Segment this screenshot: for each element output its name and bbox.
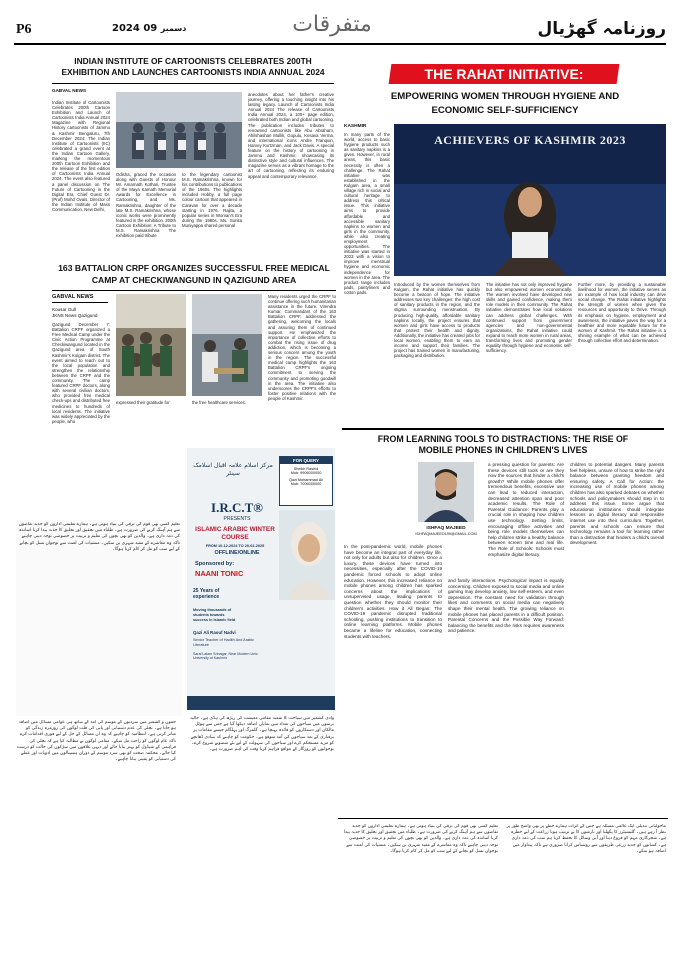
crpf-reporter-org: JKNS News Qazigund	[52, 313, 98, 318]
ad-brand: I.R.C.T®	[211, 500, 263, 515]
urdu-col-right-1: تعلیم کسی بھی قوم کی ترقی کی بنیاد ہوتی ہے۔ ہمارے تعلیمی اداروں کو جدید تقاضوں سے ہم آہنگ کرنے کی ضرورت ہے۔ طلباء میں تحقیق اور تخلیق کا جذبہ پیدا کرنا اساتذہ کی ذمہ داری ہے۔ والدین کو بھی بچوں کی تعلیم و تربیت پر خصوصی توجہ دینی چاہیے تاکہ وہ معاشرے کے مفید شہری بن سکیں۔ منشیات کی لعنت سے نوجوان نسل کو بچانے کے لیے سب کو مل کر کام کرنا ہوگا۔	[343, 824, 498, 854]
ad-contact-line-4: Mob: 7006000000	[290, 482, 322, 486]
author-photo	[418, 462, 474, 522]
rahat-subtitle: EMPOWERING WOMEN THROUGH HYGIENE AND ECONOMIC SELF-SUFFICIENCY	[390, 91, 620, 116]
author-email: ISHFAQMAJEED199@GMAIL.COM	[415, 532, 477, 536]
ad-address: Sarai Lalam Srinagar, Near Modern Univ. University of Kashmir	[193, 652, 259, 661]
mobile-col-4: children to potential dangers. Many parents feel helpless, unsure of how to strike the right balance between granting freedom and ensuring safety. A Call for Action: the increasing use of mobile phones among children has also sparked debates on whether schools and policymakers should step in to address this issue. Some argue that educational institutions should integrate lessons on digital literacy and responsible internet use into their curriculum. Together, parents and schools can ensure that technology remains a tool for learning rather than a distraction that hinders a child's overall development.	[570, 462, 664, 546]
date-year: 2024	[112, 23, 140, 34]
ad-teacher: Qazi Ali Raouf Nadvi	[193, 630, 236, 635]
rahat-col-4: Further more, by providing a sustainable livelihood for women, the initiative serves as an example of how local industry can drive social change. The Rahat initiative highlights the strength of women when given the resources and opportunity to thrive. Through its emphasis on hygiene, employment and awareness, the initiative paves the way for a healthier and more equitable future for the women of Kashmir. The Rahat initiative is a shining example of what can be achieved through collective effort and determination.	[578, 282, 666, 344]
cartoon-col-4: anecdotes about her father's creative journey, offering a touching insight into his lasting legacy. Launch of Cartoonists India Annual 2024 The release of Cartoonists India Annual 2024, a 100+ page edition, celebrated both Indian and global cartooning. The publication includes tributes to renowned cartoonists like Abu Abraham, Ahilshashan Mullik, Gopulu, Kesava Verma, and international icons Andre Franquin, Harvey Kurtzman, and Jack Davis. A special feature on the history of cartooning in Jammu and Kashmir, showcasing its distinctive style and cultural influences. The magazine serves as a vibrant homage to the art of cartooning, reflecting its enduring appeal and contemporary relevance.	[248, 92, 334, 179]
crpf-crowd-illustration	[116, 294, 186, 396]
author-name: ISHFAQ MAJEED	[426, 526, 466, 531]
cartoon-col-2: Odisha, graced the occasion along with Guests of Honour Mr. Amarnath Kothari, Trustee of the Maya Kamath Memorial Awards for Excellence in Cartooning, and Ms. Ramakrishna, daughter of the late M.S. Ramakrishna, whose iconic works were prominently featured in the exhibition. 200th Cartoon Exhibition: A Tribute to M.S. Ramakrishna The exhibition paid tribute	[116, 172, 176, 239]
ad-winter-title: ISLAMIC ARABIC WINTER COURSE	[195, 526, 275, 541]
date-day: 09	[143, 23, 158, 34]
crpf-col-4: Many residents urged the CRPF to continue offering such humanitarian assistance in the future. Virendra Kumar, Commandant of the 163 Battalion CRPF, addressed the gathering, welcoming the locals and assuring them of continued support. He emphasized the importance of collective efforts to combat the rising issue of drug addiction, which is becoming a serious concern among the youth in the region. The successful medical camp highlights the 163 Battalion CRPF's ongoing commitment to serving the community and promoting goodwill in the area. The initiative also underscores the CRPF's efforts to foster positive relations with the people of Kashmir.	[268, 294, 336, 401]
ad-contact-line-1: Sheikh Rashid	[293, 467, 319, 471]
cartoon-byline: GABVAL NEWS	[52, 88, 87, 93]
ad-contact-line-2: Mob: 9906000000	[290, 471, 322, 475]
ad-mode: OFFLINE/ONLINE	[214, 550, 260, 556]
ad-portrait	[279, 510, 335, 600]
islamic-course-ad	[187, 448, 335, 710]
ad-contact-title: FOR QUERY	[280, 457, 332, 464]
crpf-byline-rule	[52, 302, 108, 303]
crpf-byline: GABVAL NEWS	[52, 294, 94, 300]
ad-urdu-line: مرکز اسلام علامہ اقبال اسلامک سینٹر	[193, 462, 273, 477]
rahat-photo-caption: ACHIEVERS OF KASHMIR 2023	[434, 133, 626, 147]
mobile-top-rule	[342, 428, 664, 430]
author-portrait-illustration	[418, 462, 474, 522]
ad-sponsor-label: Sponsored by:	[195, 561, 235, 567]
cartoon-article	[48, 52, 338, 252]
cartoon-col-3: to the legendary cartoonist M.S. Ramakrishna, known for his contributions to publications of the 1960s. The highlights included Hobby, a full page colour cartoon that appeared in Caravan for over a decade starting in 1976. Rajita, a popular series in Woman's Era during the 1980s. Ms. Sunita Muniyappa shared personal	[182, 172, 242, 228]
ad-years-badge: 25 Years of experience	[193, 588, 220, 600]
rahat-col-1: In many parts of the world, access to basic hygiene products such as sanitary napkins is a given. However, in rural areas, this basic necessity is often a challenge. The Rahat initiative was established in the Kulgam area, a small village rich in social and cultural heritage to address this critical issue. This initiative aims to provide affordable and accessible sanitary napkins to women and girls in the community, while also creating employment opportunities. The initiative was started in 2023 with a vision to improve menstrual hygiene and economic independence for women in the area. The product range includes pads, pantyliners and cotton pads.	[344, 132, 390, 295]
crpf-headline-rule	[52, 290, 336, 291]
ad-teacher-role: Senior Teacher of Hadith And Arabic Literature	[193, 638, 254, 647]
ad-contact-line-3: Qazi Mohammad Ali	[289, 478, 323, 482]
ad-contact-box	[279, 456, 333, 506]
crpf-checkup-illustration	[192, 294, 262, 396]
cartoon-col-1: Indian Institute of Cartoonists Celebrates 200th Cartoon Exhibition and Launch of Cartoonists India Annual 2024 Magazine with Regional History cartoonists of Jammu & Kashmir Bengaluru, 7th December 2024: The Indian Institute of Cartoonists (IIC) celebrated a grand event at the Indian Cartoon Gallery, marking the momentous 200th Cartoon Exhibition and the release of the first edition of Cartoonists India Annual 2024. The event also featured a panel discussion on The Future of Cartooning in the Digital Era. Chief Guest Dr. (Prof) Mohd Ovais, Director of the Indian Institute of Mass Communication, New Delhi,	[52, 100, 110, 212]
mobile-article	[338, 428, 668, 818]
rahat-title: THE RAHAT INITIATIVE:	[424, 66, 584, 82]
rahat-col-3: The initiative has not only improved hygiene but also empowered women economically. The women involved have developed new skills and gained confidence, making them role models in their community. The Rahat initiative demonstrates how local solutions can address global challenges. With continued support from government agencies and non-governmental organizations, the Rahat initiative could expand to reach more women in rural areas, transforming lives and promoting gender equality through hygiene and economic self-sufficiency.	[486, 282, 572, 354]
rahat-byline: KASHMIR	[344, 124, 367, 129]
paper-name: روزنامہ گھڑیال	[537, 19, 666, 39]
urdu-col-left: جموں و کشمیر میں سردیوں کے موسم کی آمد کے ساتھ ہی عوامی مسائل میں اضافہ ہو جاتا ہے۔ بجلی کی عدم دستیابی اور پانی کی قلت لوگوں کی روزمرہ زندگی کو متاثر کرتی ہے۔ انتظامیہ کو چاہیے کہ وہ ان مسائل کے حل کے لیے فوری اقدامات کرے تاکہ عام لوگوں کو راحت مل سکے۔ مقامی لوگوں نے مطالبہ کیا ہے کہ بجلی کی فراہمی کے شیڈول کو بہتر بنایا جائے اور دیہی علاقوں میں سڑکوں کی حالت کو درست کیا جائے۔ محکمہ صحت کو بھی سرد موسم کے دوران ہسپتالوں میں ادویات اور عملے کی دستیابی کو یقینی بنانا چاہیے۔	[16, 720, 176, 763]
mobile-headline: FROM LEARNING TOOLS TO DISTRACTIONS: THE RISE OF MOBILE PHONES IN CHILDREN'S LIVES	[377, 434, 629, 455]
date-month: دسمبر	[160, 24, 187, 33]
urdu-col-mid: وادی کشمیر میں سیاحت کا شعبہ مقامی معیشت کی ریڑھ کی ہڈی ہے۔ حالیہ برسوں میں سیاحوں کی تعداد میں نمایاں اضافہ دیکھا گیا ہے جس سے ہوٹل مالکان اور دستکاروں کو فائدہ پہنچا ہے۔ گلمرگ اور پہلگام جیسے مقامات پر برفباری کے بعد سیاحوں کی آمد متوقع ہے۔ حکومت کو چاہیے کہ بنیادی ڈھانچے کو مزید مستحکم کرے اور سیاحوں کی سہولت کے لیے نئے منصوبے شروع کرے۔ نوجوانوں کو روزگار کے مواقع فراہم کرنا وقت کی اہم ضرورت ہے۔	[189, 716, 334, 753]
urdu-col-right-2: ماحولیاتی تبدیلی ایک عالمی مسئلہ ہے جس کے اثرات ہمارے خطے پر بھی واضح طور پر نظر آ رہے ہیں۔ گلیشیئرز کا پگھلنا اور بارشوں کا بے ترتیب ہونا زراعت کے لیے خطرہ ہے۔ شجرکاری مہم کو فروغ دینا اور آبی وسائل کا تحفظ کرنا ہم سب کی ذمہ داری ہے۔ کسانوں کو جدید زرعی طریقوں سے روشناس کرانا ضروری ہے تاکہ پیداوار میں اضافہ ہو سکے۔	[506, 824, 666, 854]
crpf-camp-photo-1	[116, 294, 186, 396]
ad-dates: FROM 10-12-2024 TO 20-02-2025	[205, 544, 265, 548]
cartoon-headline-rule	[52, 83, 334, 84]
cartoon-event-photo	[116, 92, 242, 168]
page-number: P6	[16, 22, 32, 37]
crpf-headline: 163 BATTALION CRPF ORGANIZES SUCCESSFUL FREE MEDICAL CAMP AT CHECKIWANGUND IN QAZIGUND AREA	[58, 263, 330, 285]
cartoon-group-illustration	[116, 92, 242, 168]
section-title: متفرقات	[292, 12, 372, 37]
mobile-col-2: a pressing question for parents: Are these devices still tools or are they now the sources that hinder a child's growth? While mobile phones offer tremendous benefits, excessive use can lead to reduced interaction, decreased attention span and poor academic results. The Role of Parental Guidance: Parents play a crucial role in shaping how children use technology. Setting limits, encouraging offline activities and being role models themselves can help children strike a healthy balance between screen time and real life. The Role of Schools: Schools must emphasize digital literacy.	[488, 462, 564, 557]
masthead-rule	[14, 43, 666, 45]
ad-portrait-illustration	[279, 510, 335, 600]
mobile-col-3: and family interactions. Psychological impact is equally concerning. Children exposed to social media and online gaming may develop anxiety, low self-esteem, and even depression. The constant need for validation through likes and comments on social media can negatively shape their mental health. The growing reliance on mobile phones has placed parents in a difficult position. Parental Concerns and the Possible Way Forward: balancing the benefits and the risks requires awareness and patience.	[448, 578, 564, 634]
crpf-reporter-name: Kousar Gull	[52, 307, 77, 312]
cartoon-headline: INDIAN INSTITUTE OF CARTOONISTS CELEBRATES 200TH EXHIBITION AND LAUNCHES CARTOONISTS INDIA ANNUAL 2024	[61, 56, 325, 77]
rahat-article	[342, 52, 668, 422]
crpf-col-1: Qazigund December 7: Battalion CRPF organized a Free Medical Camp under the Civic Action Programme at Checkiwangund located in the Qazigund area of South Kashmir's Kulgam district. The event aimed to reach out to the local population and strengthen the relationship between the CRPF and the community. The camp featured CRPF doctors, along with several civilian doctors, who provided free medical check-ups and distributed free medicines to hundreds of local residents. The initiative was widely appreciated by the people, who	[52, 322, 110, 424]
crpf-col-2: expressed their gratitude for	[116, 400, 170, 405]
rahat-col-2: Introduced by the women themselves from Kulgam, the Rahat initiative has quickly become a beacon of hope. The initiative addresses two key challenges: the high cost of sanitary products in the region, and the stigma surrounding menstruation. By producing high-quality, affordable sanitary napkins locally, the project ensures that women and girls have access to products that protect their health and dignity. Additionally, the initiative has created jobs for local women, enabling them to earn an income and support their families. The project has trained women in manufacturing, packaging and distribution.	[394, 282, 480, 359]
mobile-col-1: In the post-pandemic world, mobile phones have become an integral part of everyday life, not only for adults but also for children. Once a luxury, these devices have turned into necessities, especially after the COVID-19 pandemic forced schools to adopt online education. However, this increased reliance on mobile phones among children has sparked concerns about the implications of unsupervised usage, leading parents to question whether they should monitor their children's activities. How it All Began: The COVID-19 pandemic disrupted traditional schooling, pushing institutions to transition to online learning platforms. Mobile phones became a lifeline for education, connecting students with teachers.	[344, 544, 442, 639]
masthead	[0, 0, 680, 48]
crpf-camp-photo-2	[192, 294, 262, 396]
date-line	[112, 23, 186, 34]
ad-footer-bar	[187, 696, 335, 710]
urdu-col-strip: تعلیم کسی بھی قوم کی ترقی کی بنیاد ہوتی ہے۔ ہمارے تعلیمی اداروں کو جدید تقاضوں سے ہم آہنگ کرنے کی ضرورت ہے۔ طلباء میں تحقیق اور تخلیق کا جذبہ پیدا کرنا اساتذہ کی ذمہ داری ہے۔ والدین کو بھی بچوں کی تعلیم و تربیت پر خصوصی توجہ دینی چاہیے تاکہ وہ معاشرے کے مفید شہری بن سکیں۔ منشیات کی لعنت سے نوجوان نسل کو بچانے کے لیے سب کو مل کر کام کرنا ہوگا۔	[18, 522, 180, 552]
ad-brand-sub: PRESENTS	[223, 516, 251, 522]
ad-sponsor-name: NAANI TONIC	[195, 569, 244, 578]
ad-tagline: Moving thousands of students towards success in Islamic field	[193, 608, 236, 622]
urdu-top-rule	[338, 818, 668, 819]
crpf-col-3: the free healthcare services.	[192, 400, 246, 405]
rahat-award-photo	[394, 124, 666, 276]
